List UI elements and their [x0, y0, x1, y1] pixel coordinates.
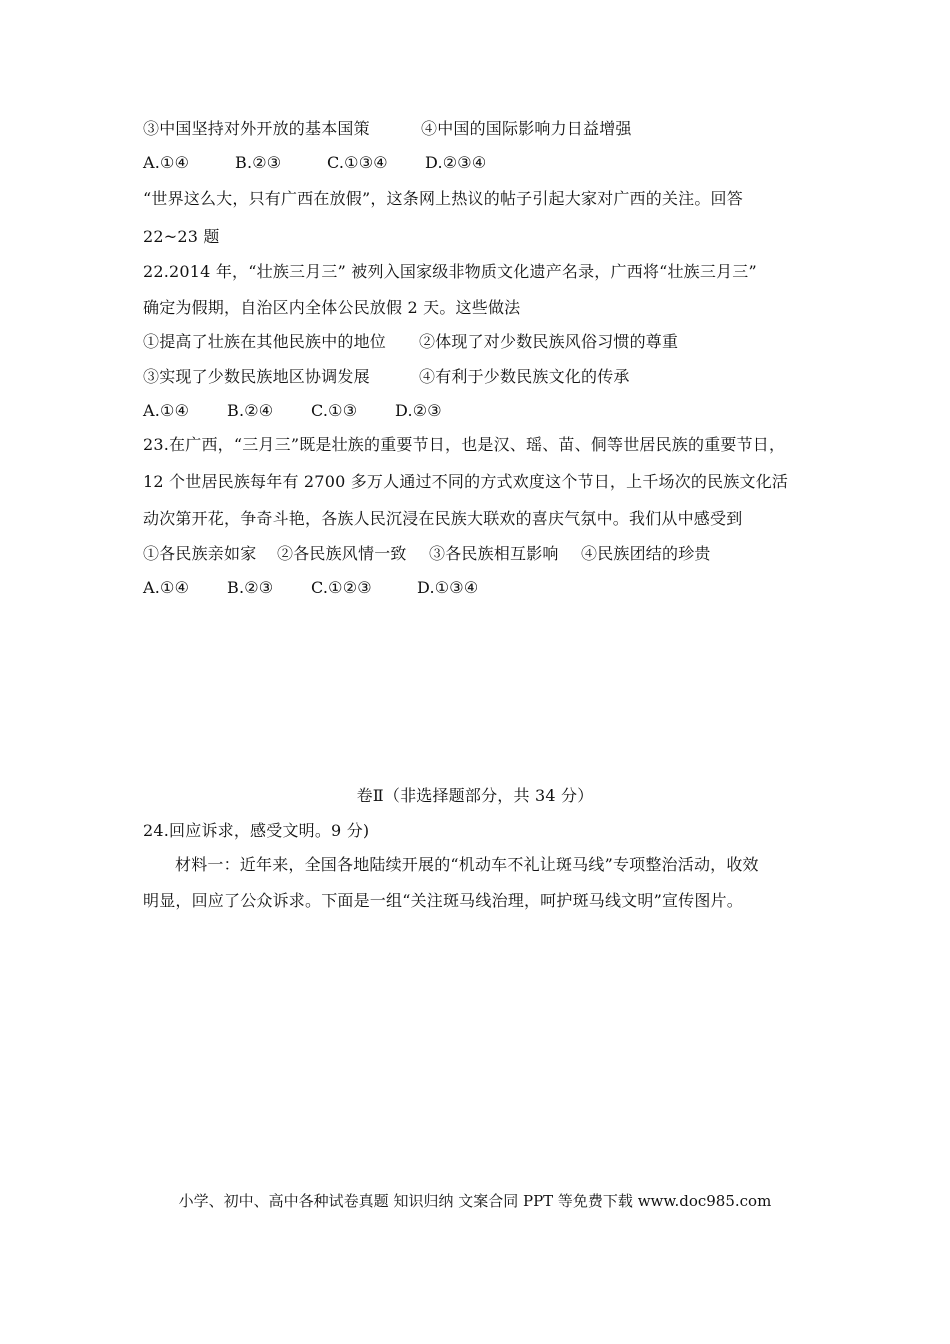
- q23-item-1: ①各民族亲如家: [143, 544, 257, 563]
- q22-item-3: ③实现了少数民族地区协调发展: [143, 367, 370, 386]
- q22-items-row-2: [143, 367, 630, 387]
- page-footer: 小学、初中、高中各种试卷真题 知识归纳 文案合同 PPT 等免费下载 www.doc985.com: [178, 1192, 772, 1210]
- q23-option-d: D.①③④: [417, 578, 479, 597]
- q22-option-d: D.②③: [395, 401, 442, 420]
- q21-item-4: ④中国的国际影响力日益增强: [421, 119, 632, 138]
- q21-option-c: C.①③④: [327, 153, 388, 172]
- q21-items-row: [143, 119, 632, 139]
- q23-items-row: [143, 544, 711, 564]
- q22-item-2: ②体现了对少数民族风俗习惯的尊重: [419, 332, 679, 351]
- q22-stem-line-2: 确定为假期，自治区内全体公民放假 2 天。这些做法: [143, 298, 521, 317]
- q22-option-b: B.②④: [227, 401, 274, 420]
- q22-option-c: C.①③: [311, 401, 358, 420]
- q22-stem-line-1: 22.2014 年，“壮族三月三” 被列入国家级非物质文化遗产名录，广西将“壮族三月三”: [143, 262, 757, 281]
- q23-stem-line-3: 动次第开花，争奇斗艳，各族人民沉浸在民族大联欢的喜庆气氛中。我们从中感受到: [143, 509, 743, 528]
- intro-line-1: “世界这么大，只有广西在放假”，这条网上热议的帖子引起大家对广西的关注。回答: [143, 189, 743, 208]
- q22-items-row-1: [143, 332, 678, 352]
- q21-item-3: ③中国坚持对外开放的基本国策: [143, 119, 370, 138]
- q23-stem-line-1: 23.在广西，“三月三”既是壮族的重要节日，也是汉、瑶、苗、侗等世居民族的重要节日，: [143, 435, 786, 454]
- q24-heading: 24.回应诉求，感受文明。9 分): [143, 821, 370, 840]
- section-2-title: 卷Ⅱ（非选择题部分，共 34 分）: [356, 786, 594, 805]
- q22-item-1: ①提高了壮族在其他民族中的地位: [143, 332, 387, 351]
- q22-options: [143, 401, 442, 421]
- q23-option-b: B.②③: [227, 578, 274, 597]
- q24-material-1-line-2: 明显，回应了公众诉求。下面是一组“关注斑马线治理，呵护斑马线文明”宣传图片。: [143, 891, 743, 910]
- q23-option-c: C.①②③: [311, 578, 372, 597]
- q23-options: [143, 578, 478, 598]
- intro-line-2: 22~23 题: [143, 227, 220, 246]
- q21-option-b: B.②③: [235, 153, 282, 172]
- q21-options: [143, 153, 486, 173]
- q23-option-a: A.①④: [143, 578, 190, 597]
- q24-material-1-line-1: 材料一：近年来，全国各地陆续开展的“机动车不礼让斑马线”专项整治活动，收效: [175, 855, 759, 874]
- q22-option-a: A.①④: [143, 401, 190, 420]
- q23-item-4: ④民族团结的珍贵: [581, 544, 711, 563]
- q22-item-4: ④有利于少数民族文化的传承: [419, 367, 630, 386]
- q21-option-a: A.①④: [143, 153, 190, 172]
- q23-item-2: ②各民族风情一致: [277, 544, 407, 563]
- q23-item-3: ③各民族相互影响: [429, 544, 559, 563]
- q21-option-d: D.②③④: [425, 153, 487, 172]
- q23-stem-line-2: 12 个世居民族每年有 2700 多万人通过不同的方式欢度这个节日，上千场次的民族文化活: [143, 472, 789, 491]
